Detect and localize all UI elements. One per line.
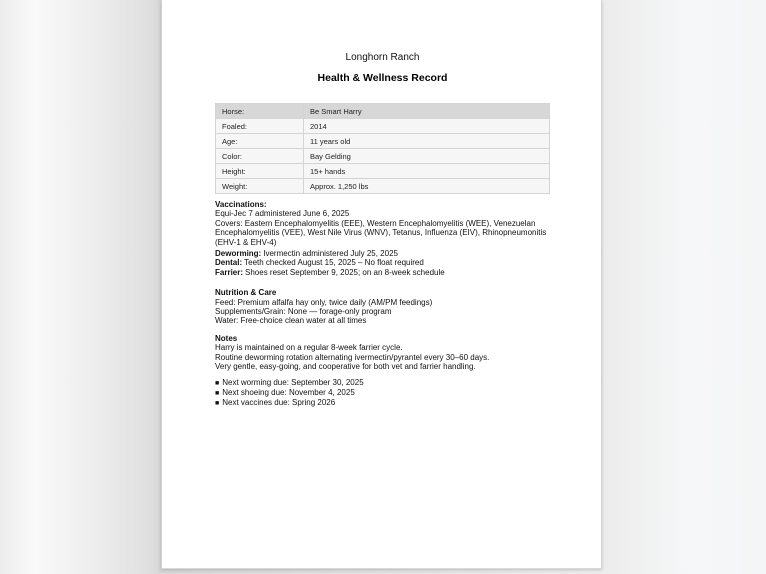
row-value: 15+ hands xyxy=(304,164,550,179)
deworming-text: Ivermectin administered July 25, 2025 xyxy=(263,249,398,259)
row-value: Be Smart Harry xyxy=(304,104,550,119)
notes-line: Very gentle, easy-going, and cooperative for both vet and farrier handling. xyxy=(215,362,476,372)
section-vaccinations xyxy=(215,200,550,247)
section-nutrition xyxy=(215,288,550,326)
care-dental-line xyxy=(215,258,550,267)
document-title: Longhorn Ranch xyxy=(345,52,420,63)
deworming-label: Deworming: xyxy=(215,249,262,259)
table-row-age xyxy=(216,134,550,149)
nutrition-feed-line: Feed: Premium alfalfa hay only, twice daily (AM/PM feedings) xyxy=(215,297,433,307)
table-row-foaled xyxy=(216,119,550,134)
reminder-item xyxy=(215,388,550,398)
row-label: Horse: xyxy=(216,104,304,119)
dental-label: Dental: xyxy=(215,258,243,268)
reminder-text: Next shoeing due: November 4, 2025 xyxy=(222,387,355,397)
notes-line: Harry is maintained on a regular 8-week farrier cycle. xyxy=(215,343,403,353)
table-row-weight xyxy=(216,179,550,194)
nutrition-water-line: Water: Free-choice clean water at all times xyxy=(215,316,367,326)
document-content xyxy=(162,0,601,409)
table-row-color xyxy=(216,149,550,164)
row-value: 2014 xyxy=(304,119,550,134)
farrier-label: Farrier: xyxy=(215,267,244,277)
table-row-horse xyxy=(216,104,550,119)
nutrition-heading: Nutrition & Care xyxy=(215,288,277,298)
vaccinations-line: Equi-Jec 7 administered June 6, 2025 xyxy=(215,209,350,219)
square-bullet-icon: ■ xyxy=(215,379,220,387)
section-notes xyxy=(215,334,550,372)
row-label: Color: xyxy=(216,149,304,164)
row-value: Approx. 1,250 lbs xyxy=(304,179,550,194)
section-reminders xyxy=(215,378,550,409)
reminder-text: Next vaccines due: Spring 2026 xyxy=(222,398,336,408)
care-farrier-line xyxy=(215,268,550,277)
document-page xyxy=(161,0,602,569)
vaccinations-line: Covers: Eastern Encephalomyelitis (EEE), Western Encephalomyelitis (WEE), Venezuelan Encephalomyelitis (VEE), West Nile Virus (WNV), Tetanus, Influenza (EIV), Rhinopneumonitis (EHV-1 & EHV-4) xyxy=(215,218,547,247)
row-value: Bay Gelding xyxy=(304,149,550,164)
nutrition-supplements-line: Supplements/Grain: None — forage-only program xyxy=(215,307,392,317)
row-label: Height: xyxy=(216,164,304,179)
horse-info-table xyxy=(215,103,550,194)
reminder-item xyxy=(215,398,550,408)
row-value: 11 years old xyxy=(304,134,550,149)
farrier-text: Shoes reset September 9, 2025; on an 8-week schedule xyxy=(245,267,445,277)
table-row-height xyxy=(216,164,550,179)
dental-text: Teeth checked August 15, 2025 – No float required xyxy=(244,258,424,268)
document-subtitle: Health & Wellness Record xyxy=(317,72,448,84)
vaccinations-heading: Vaccinations: xyxy=(215,200,267,209)
row-label: Age: xyxy=(216,134,304,149)
notes-heading: Notes xyxy=(215,333,238,343)
reminder-text: Next worming due: September 30, 2025 xyxy=(222,377,364,387)
square-bullet-icon: ■ xyxy=(215,400,220,408)
reminder-item xyxy=(215,378,550,388)
notes-line: Routine deworming rotation alternating ivermectin/pyrantel every 30–60 days. xyxy=(215,352,490,362)
row-label: Weight: xyxy=(216,179,304,194)
care-deworming-line xyxy=(215,249,550,258)
row-label: Foaled: xyxy=(216,119,304,134)
square-bullet-icon: ■ xyxy=(215,389,220,397)
section-care xyxy=(215,249,550,277)
